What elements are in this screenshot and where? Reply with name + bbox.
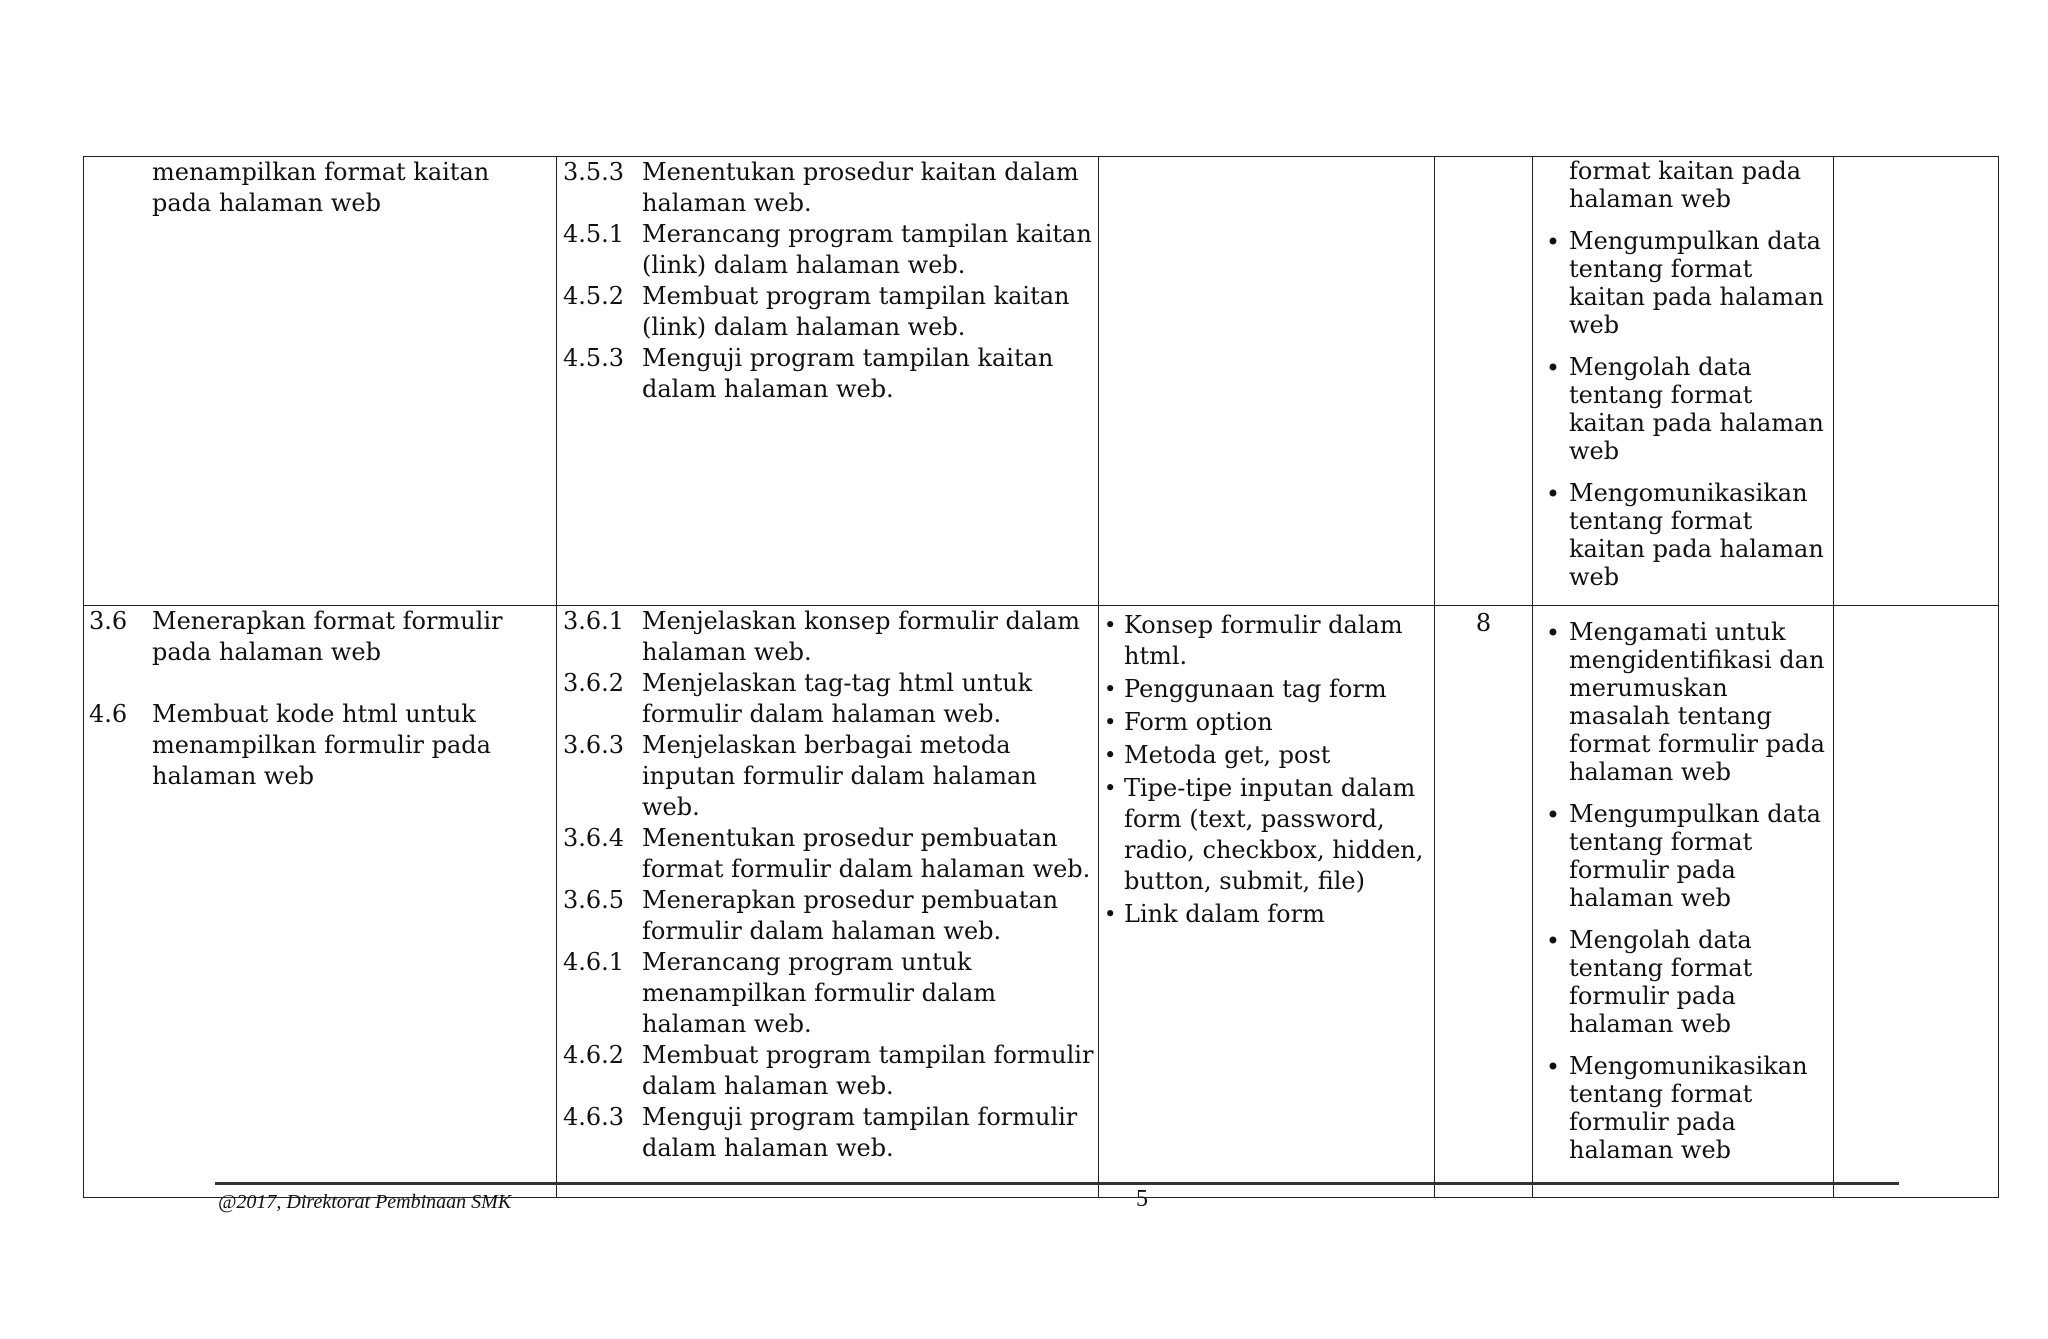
indikator-item [563,1040,1094,1102]
materi-text: Link dalam form [1124,900,1325,928]
bullet-icon: • [1545,927,1561,955]
kegiatan-item [1537,800,1829,912]
indikator-item [563,281,1094,343]
materi-item [1104,707,1430,738]
kegiatan-item [1537,926,1829,1038]
kegiatan-text: Mengolah data tentang format formulir pada halaman web [1569,926,1753,1038]
kd-number: 4.6 [89,700,128,728]
indikator-item [563,1102,1094,1164]
kd-text: menampilkan format kaitan pada halaman web [152,158,490,217]
indikator-text: Membuat program tampilan kaitan (link) dalam halaman web. [642,282,1070,341]
indikator-number: 4.5.3 [563,344,625,372]
indikator-number: 3.5.3 [563,158,625,186]
indikator-text: Menjelaskan berbagai metoda inputan formulir dalam halaman web. [642,731,1037,821]
bullet-icon: • [1104,743,1117,767]
kegiatan-text: Mengamati untuk mengidentifikasi dan merumuskan masalah tentang format formulir pada halaman web [1569,618,1825,786]
alokasi-value [1435,157,1532,159]
page-number: 5 [1136,1186,1148,1212]
kegiatan-text: Mengomunikasikan tentang format kaitan pada halaman web [1569,479,1824,591]
indikator-text: Membuat program tampilan formulir dalam halaman web. [642,1041,1094,1100]
materi-item [1104,610,1430,672]
kd-number: 3.6 [89,607,128,635]
alokasi-value: 8 [1475,609,1492,637]
kd-item [84,606,556,668]
bullet-icon: • [1545,1053,1561,1081]
kegiatan-text: Mengumpulkan data tentang format formulir pada halaman web [1569,800,1821,912]
table-row [84,606,1999,1198]
indikator-text: Merancang program tampilan kaitan (link) dalam halaman web. [642,220,1092,279]
kegiatan-item [1537,618,1829,786]
indikator-cell [557,606,1099,1198]
kegiatan-item [1537,227,1829,339]
table-row [84,157,1999,606]
footer-divider [215,1182,1899,1185]
penilaian-cell [1834,157,1999,606]
indikator-item [563,885,1094,947]
bullet-icon: • [1104,710,1117,734]
bullet-icon: • [1545,354,1561,382]
indikator-text: Merancang program untuk menampilkan formulir dalam halaman web. [642,948,997,1038]
materi-item [1104,899,1430,930]
indikator-item [563,157,1094,219]
bullet-icon: • [1104,613,1117,637]
indikator-number: 3.6.5 [563,886,625,914]
bullet-icon: • [1104,902,1117,926]
materi-text: Konsep formulir dalam html. [1124,611,1403,670]
materi-item [1104,674,1430,705]
kegiatan-text: Mengumpulkan data tentang format kaitan pada halaman web [1569,227,1824,339]
bullet-icon: • [1545,228,1561,256]
materi-item [1104,740,1430,771]
indikator-item [563,730,1094,823]
indikator-item [563,668,1094,730]
indikator-item [563,606,1094,668]
kd-text: Menerapkan format formulir pada halaman web [152,607,503,666]
indikator-text: Menentukan prosedur kaitan dalam halaman web. [642,158,1079,217]
kegiatan-item [1537,1052,1829,1164]
kegiatan-continued-text: format kaitan pada halaman web [1569,157,1802,213]
kd-item [84,699,556,792]
kd-number [89,157,152,219]
kegiatan-item [1537,479,1829,591]
indikator-number: 4.5.2 [563,282,625,310]
indikator-item [563,947,1094,1040]
penilaian-cell [1834,606,1999,1198]
materi-text: Metoda get, post [1124,741,1331,769]
indikator-number: 3.6.3 [563,731,625,759]
indikator-item [563,343,1094,405]
alokasi-cell [1435,157,1533,606]
indikator-number: 4.6.1 [563,948,625,976]
indikator-text: Menguji program tampilan formulir dalam halaman web. [642,1103,1078,1162]
bullet-icon: • [1545,480,1561,508]
kd-cell [84,157,557,606]
bullet-icon: • [1104,776,1117,800]
indikator-number: 3.6.1 [563,607,625,635]
kegiatan-cell [1533,157,1834,606]
materi-text: Tipe-tipe inputan dalam form (text, password, radio, checkbox, hidden, button, submit, file) [1124,774,1424,895]
kegiatan-text: Mengolah data tentang format kaitan pada halaman web [1569,353,1824,465]
indikator-text: Menjelaskan konsep formulir dalam halaman web. [642,607,1080,666]
materi-cell [1099,606,1435,1198]
indikator-text: Menentukan prosedur pembuatan format formulir dalam halaman web. [642,824,1091,883]
kd-cell [84,606,557,1198]
kegiatan-item [1537,353,1829,465]
indikator-cell [557,157,1099,606]
indikator-number: 4.6.2 [563,1041,625,1069]
kegiatan-cell [1533,606,1834,1198]
materi-text: Form option [1124,708,1273,736]
indikator-number: 4.6.3 [563,1103,625,1131]
indikator-text: Menguji program tampilan kaitan dalam halaman web. [642,344,1054,403]
syllabus-table [83,156,1999,1198]
indikator-number: 3.6.2 [563,669,625,697]
footer-publisher: @2017, Direktorat Pembinaan SMK [218,1191,512,1213]
kd-item [84,157,556,219]
kegiatan-text: Mengomunikasikan tentang format formulir pada halaman web [1569,1052,1808,1164]
indikator-number: 4.5.1 [563,220,625,248]
kd-text: Membuat kode html untuk menampilkan formulir pada halaman web [152,700,491,790]
indikator-number: 3.6.4 [563,824,625,852]
materi-cell [1099,157,1435,606]
bullet-icon: • [1104,677,1117,701]
indikator-text: Menjelaskan tag-tag html untuk formulir dalam halaman web. [642,669,1033,728]
alokasi-cell [1435,606,1533,1198]
indikator-text: Menerapkan prosedur pembuatan formulir dalam halaman web. [642,886,1059,945]
indikator-item [563,219,1094,281]
indikator-item [563,823,1094,885]
bullet-icon: • [1545,801,1561,829]
materi-text: Penggunaan tag form [1124,675,1387,703]
materi-item [1104,773,1430,897]
bullet-icon: • [1545,619,1561,647]
